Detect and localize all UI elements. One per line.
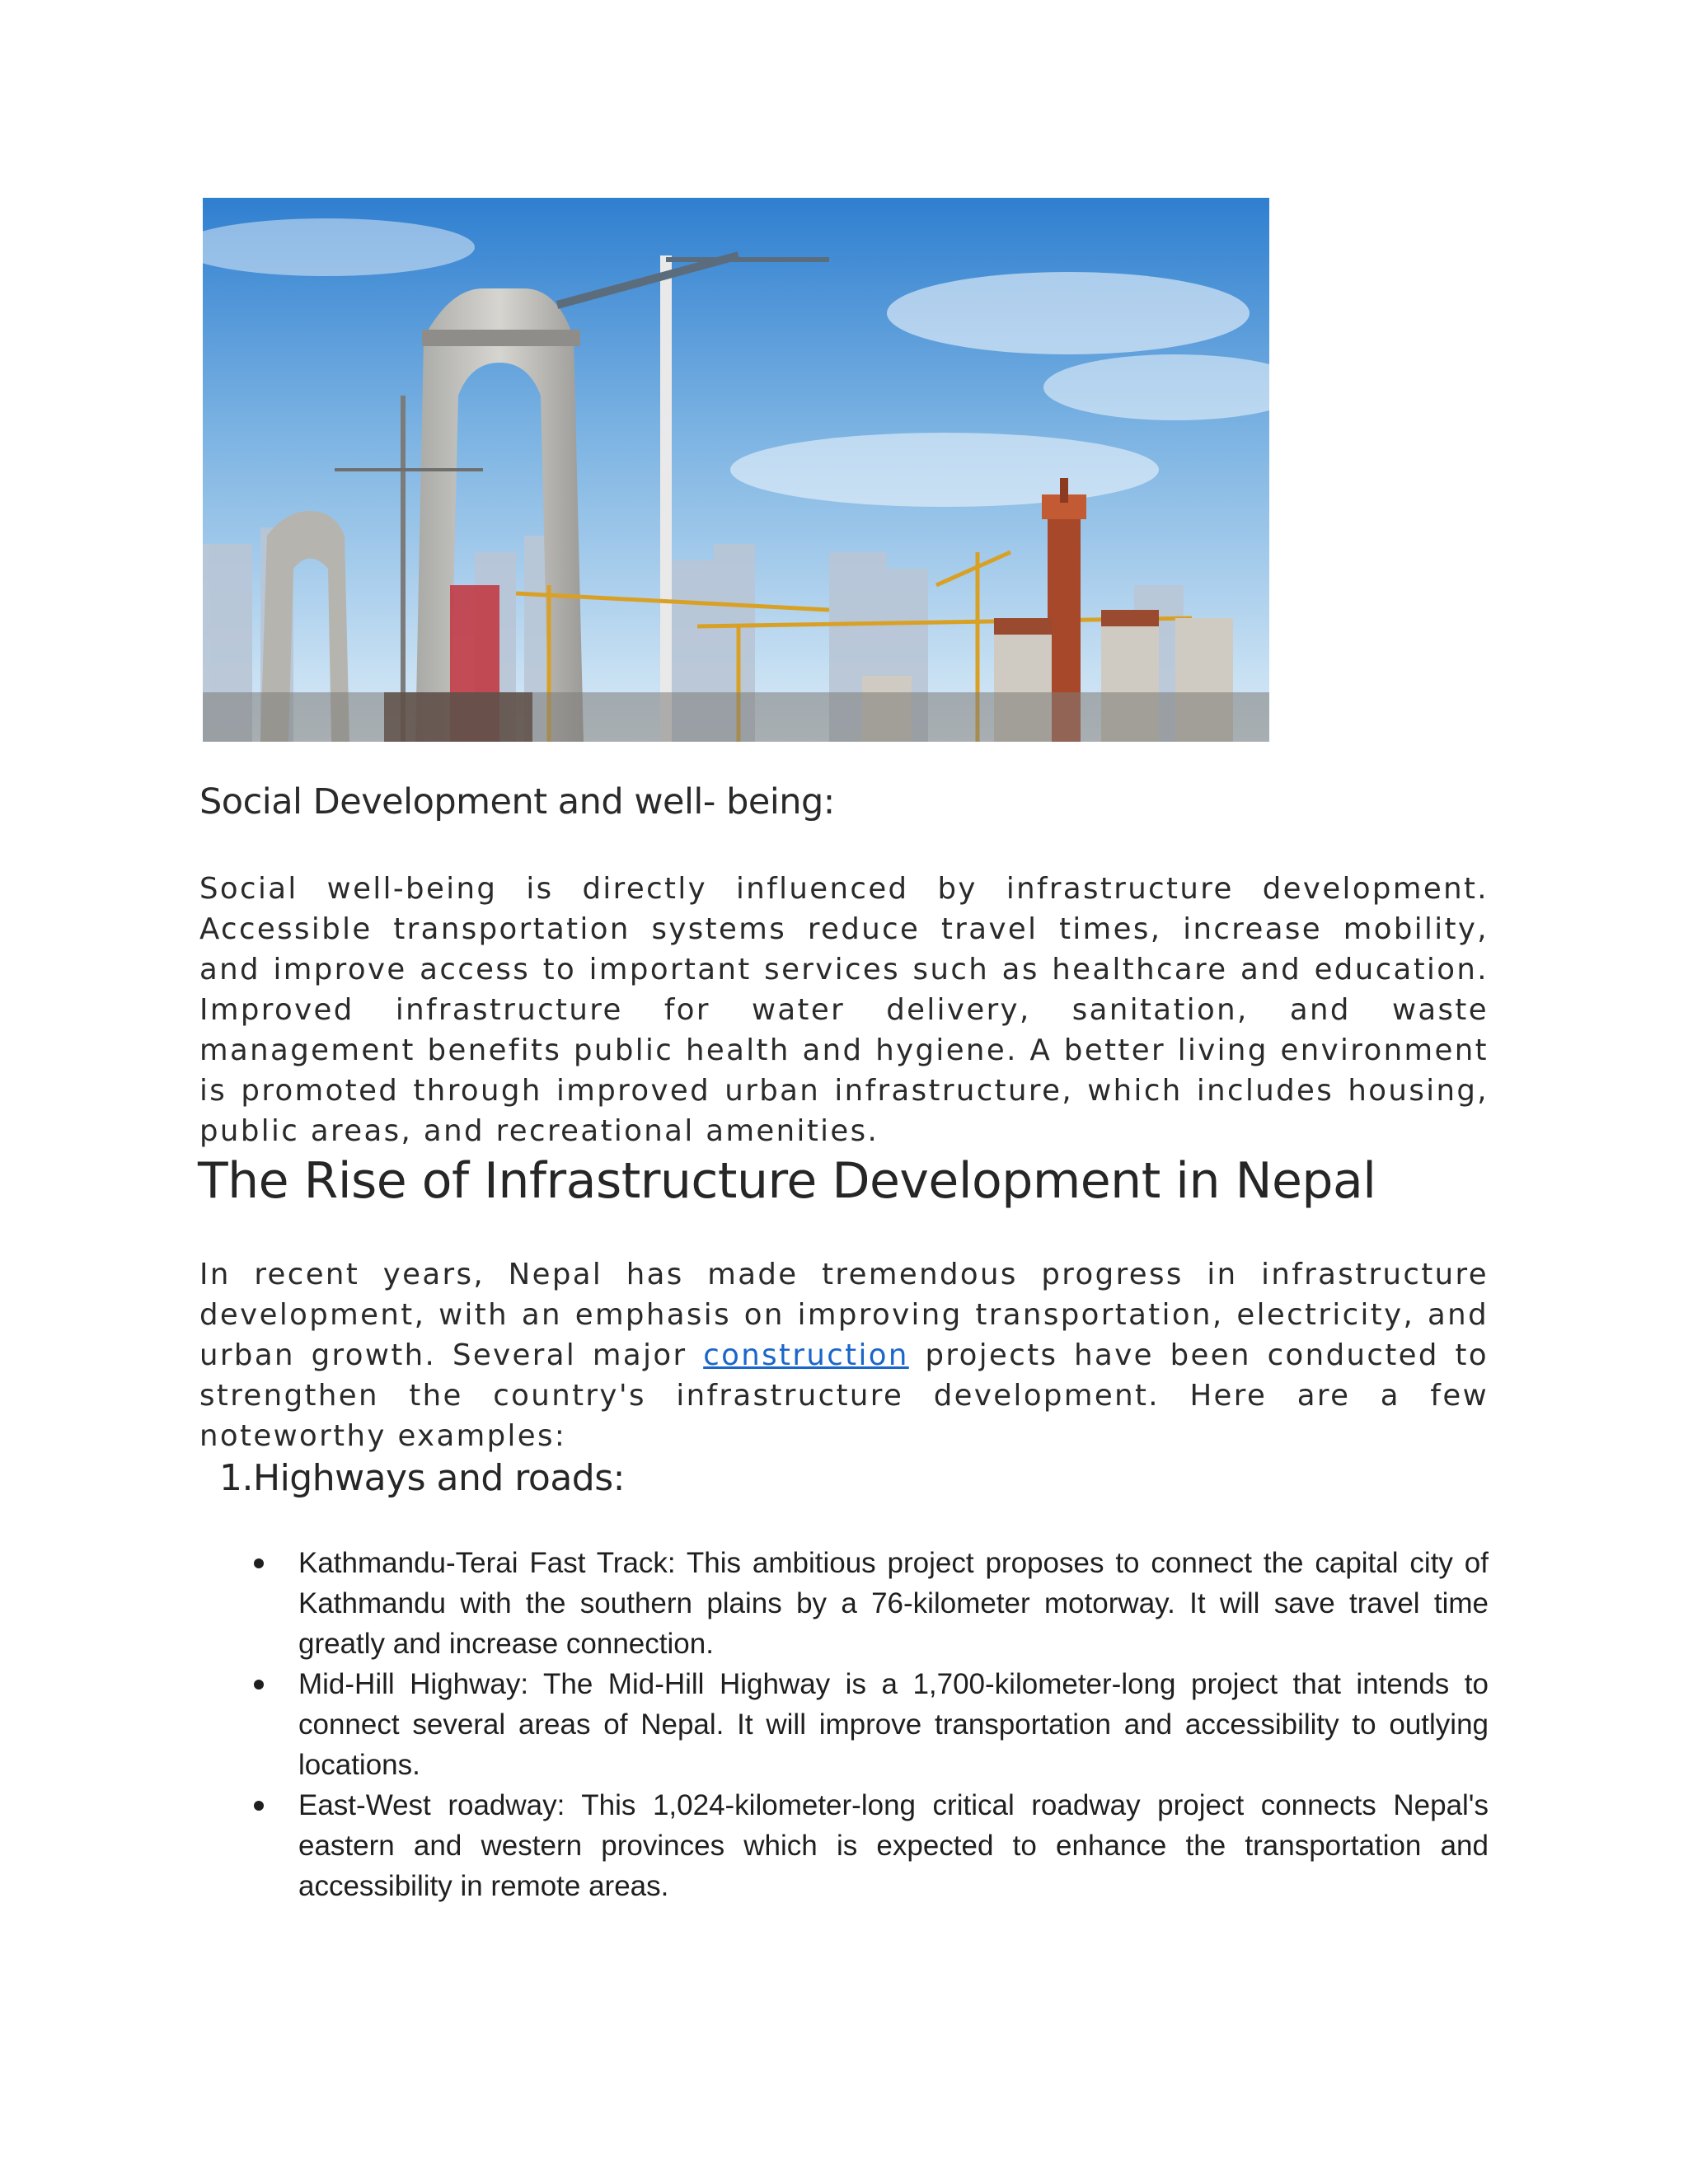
section-heading-social: Social Development and well- being: [199,781,835,823]
construction-illustration [203,198,1269,742]
rise-paragraph [199,1254,1489,1456]
bullet-icon [254,1558,264,1568]
rise-text-before-link: In recent years, Nepal has made tremendous progress in infrastructure development, with an emphasis on improving transportation, electricity, and urban growth. Several major [199,1258,1489,1372]
list-item-text: East-West roadway: This 1,024-kilometer-long critical roadway project connects Nepal's eastern and western provinces which is expected to enhance the transportation and accessibility in remote areas. [298,1789,1489,1902]
list-item [298,1543,1489,1664]
bullet-icon [254,1680,264,1690]
highways-list [298,1543,1489,1906]
list-item [298,1664,1489,1785]
highways-heading: 1.Highways and roads: [219,1457,625,1499]
construction-link[interactable]: construction [703,1338,909,1372]
list-item [298,1785,1489,1906]
section-heading-rise: The Rise of Infrastructure Development in Nepal [198,1152,1376,1210]
construction-photo [203,198,1269,742]
rise-text-after-link: projects have been conducted to strengthen the country's infrastructure development. Here are a few noteworthy examples: [199,1338,1489,1453]
bullet-icon [254,1801,264,1811]
list-item-text: Mid-Hill Highway: The Mid-Hill Highway is a 1,700-kilometer-long project that intends to connect several areas of Nepal. It will improve transportation and accessibility to outlying locations. [298,1668,1489,1781]
social-paragraph: Social well-being is directly influenced by infrastructure development. Accessible transportation systems reduce travel times, increase mobility, and improve access to important services such as healthcare and education. Improved infrastructure for water delivery, sanitation, and waste management benefits public health and hygiene. A better living environment is promoted through improved urban infrastructure, which includes housing, public areas, and recreational amenities. [199,872,1489,1148]
list-item-text: Kathmandu-Terai Fast Track: This ambitious project proposes to connect the capital city of Kathmandu with the southern plains by a 76-kilometer motorway. It will save travel time greatly and increase connection. [298,1547,1489,1660]
